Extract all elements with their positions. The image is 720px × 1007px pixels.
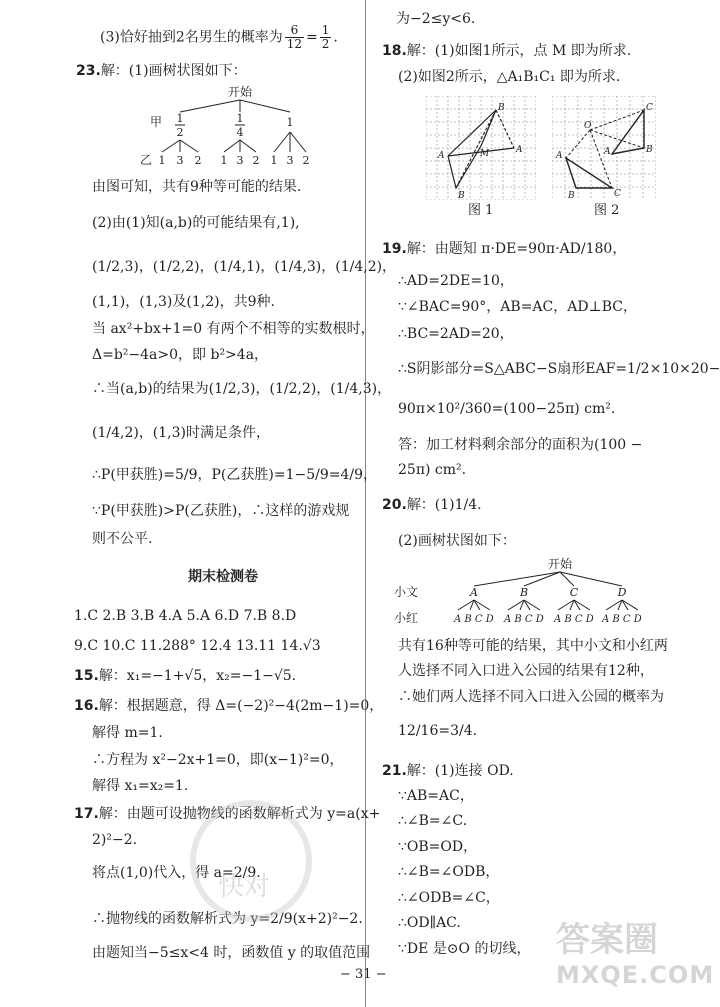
tree-leaves: A B C D — [454, 614, 494, 625]
page-number: − 31 − — [340, 967, 387, 982]
svg-text:O: O — [584, 121, 592, 131]
tree-row-label: 甲 — [150, 115, 163, 129]
tree-node: B — [519, 586, 529, 599]
text-line: ∴P(甲获胜)=5/9，P(乙获胜)=1−5/9=4/9， — [92, 467, 378, 483]
svg-text:A: A — [556, 151, 563, 161]
text-line: ∴AD=2DE=10， — [398, 273, 514, 289]
tree-diagram-2 — [394, 556, 684, 626]
tree-leaves: A B C D — [504, 614, 544, 625]
tree-row-label: 小文 — [394, 585, 419, 599]
tree-diagram-1 — [140, 82, 340, 170]
text-line: 25π) cm². — [398, 462, 467, 478]
text-line: ∴抛物线的函数解析式为 y=2/9(x+2)²−2. — [92, 911, 363, 927]
text-line: ∴S阴影部分=S△ABC−S扇形EAF=1/2×10×20− — [398, 361, 720, 377]
text-line: 解得 m=1. — [92, 725, 163, 741]
answer-line: (3)恰好抽到2名男生的概率为 $\frac{6}{12}$ = $\frac{1}{2}$ . — [100, 23, 338, 51]
question-21: 21.解：(1)连接 OD. — [382, 763, 514, 779]
question-17: 17.解：由题可设抛物线的函数解析式为 y=a(x+ — [74, 806, 381, 822]
tree-node: 1 — [176, 112, 184, 125]
text-line: 将点(1,0)代入，得 a=2/9. — [92, 865, 261, 881]
text-line: 2)²−2. — [92, 832, 138, 848]
tree-row-label: 小红 — [394, 611, 419, 625]
tree-leaf: 1 — [270, 154, 278, 167]
svg-text:B: B — [568, 191, 575, 200]
text-line: ∵OB=OD， — [398, 839, 478, 855]
tree-node: D — [617, 586, 627, 599]
figure-caption: 图 2 — [594, 203, 620, 218]
text-line: ∴她们两人选择不同入口进入公园的概率为 — [398, 689, 664, 705]
svg-text:M: M — [480, 149, 490, 159]
svg-text:C: C — [646, 103, 653, 113]
tree-root: 开始 — [547, 557, 573, 571]
text-line: 12/16=3/4. — [398, 723, 478, 739]
svg-text:B: B — [646, 145, 653, 155]
tree-node: 2 — [176, 126, 184, 139]
tree-leaf: 2 — [252, 154, 260, 167]
question-19: 19.解：由题知 π·DE=90π·AD/180， — [382, 241, 627, 257]
text-line: ∴BC=2AD=20， — [398, 326, 514, 342]
fraction: $\frac{6}{12}$ — [286, 23, 303, 51]
question-23: 23.解：(1)画树状图如下： — [76, 63, 247, 79]
watermark-logo: 快对 — [190, 800, 312, 922]
fraction: $\frac{1}{2}$ — [321, 23, 330, 51]
text-line: ∴当(a,b)的结果为(1/2,3)，(1/2,2)，(1/4,3)， — [92, 381, 392, 397]
answer-row: 1.C 2.B 3.B 4.A 5.A 6.D 7.B 8.D — [74, 608, 297, 624]
figure-1-grid — [426, 96, 536, 200]
text-line: ∴∠B=∠ODB， — [398, 864, 500, 880]
text-line: 则不公平. — [92, 531, 153, 547]
text-line: Δ=b²−4a>0，即 b²>4a， — [92, 347, 269, 363]
tree-leaf: 2 — [194, 154, 202, 167]
figure-2-grid — [552, 96, 656, 200]
figure-caption: 图 1 — [468, 203, 494, 218]
text-line: ∵AB=AC， — [398, 788, 474, 804]
tree-leaves: A B C D — [602, 614, 642, 625]
tree-root: 开始 — [227, 85, 253, 99]
text-line: (1/2,3)，(1/2,2)，(1/4,1)，(1/4,3)，(1/4,2)， — [92, 259, 397, 275]
text-line: 由题知当−5≤x<4 时，函数值 y 的取值范围 — [92, 945, 371, 961]
question-20: 20.解：(1)1/4. — [382, 497, 482, 513]
column-separator — [365, 0, 366, 1007]
text-line: (2)画树状图如下： — [398, 533, 516, 549]
text-line: ∴∠B=∠C. — [398, 813, 468, 829]
text-line: 为−2≤y<6. — [396, 11, 476, 27]
question-15: 15.解：x₁=−1+√5，x₂=−1−√5. — [74, 668, 297, 684]
svg-text:C: C — [614, 189, 621, 199]
text-line: ∵∠BAC=90°，AB=AC，AD⊥BC， — [398, 299, 638, 315]
question-18: 18.解：(1)如图1所示，点 M 即为所求. — [382, 43, 632, 59]
text-line: 由图可知，共有9种等可能的结果. — [92, 179, 302, 195]
text-line: 人选择不同入口进入公园的结果有12种， — [398, 663, 654, 679]
svg-text:A: A — [438, 151, 445, 161]
tree-leaf: 2 — [302, 154, 310, 167]
text-line: (1/4,2)，(1,3)时满足条件， — [92, 425, 271, 441]
tree-leaf: 1 — [220, 154, 228, 167]
answer-row: 9.C 10.C 11.288° 12.4 13.11 14.√3 — [74, 638, 321, 654]
text-line: (2)由(1)知(a,b)的可能结果有,1), — [92, 215, 300, 231]
text-line: (1,1)，(1,3)及(1,2)，共9种. — [92, 294, 275, 310]
text-line: ∴OD∥AC. — [398, 915, 461, 931]
text-line: 解得 x₁=x₂=1. — [92, 778, 189, 794]
tree-node: 1 — [236, 112, 244, 125]
text-line: ∴∠ODB=∠C， — [398, 890, 500, 906]
tree-node: 4 — [236, 126, 244, 139]
watermark-site-logo: 答案圈 MXQE.COM — [556, 920, 715, 989]
text-line: 当 ax²+bx+1=0 有两个不相等的实数根时， — [92, 321, 375, 337]
svg-text:A: A — [516, 145, 523, 155]
tree-row-label: 乙 — [140, 153, 153, 167]
text-line: ∴方程为 x²−2x+1=0，即(x−1)²=0， — [92, 752, 344, 768]
tree-leaves: A B C D — [554, 614, 594, 625]
tree-leaf: 3 — [286, 154, 294, 167]
text-line: 共有16种等可能的结果，其中小文和小红两 — [398, 638, 668, 654]
text-line: ∵DE 是⊙O 的切线， — [398, 941, 531, 957]
svg-text:B: B — [498, 103, 505, 113]
text-line: 90π×10²/360=(100−25π) cm². — [398, 401, 616, 417]
svg-text:B: B — [458, 191, 465, 200]
tree-leaf: 3 — [176, 154, 184, 167]
tree-node: 1 — [286, 116, 294, 129]
tree-node: A — [470, 586, 478, 599]
tree-node: C — [569, 586, 579, 599]
svg-text:A: A — [604, 147, 611, 157]
tree-leaf: 3 — [236, 154, 244, 167]
text-line: 答：加工材料剩余部分的面积为(100 − — [398, 437, 643, 453]
section-title: 期末检测卷 — [188, 569, 258, 585]
question-16: 16.解：根据题意，得 Δ=(−2)²−4(2m−1)=0， — [74, 698, 384, 714]
text-line: (2)如图2所示，△A₁B₁C₁ 即为所求. — [398, 69, 621, 85]
text-line: ∵P(甲获胜)>P(乙获胜)，∴这样的游戏规 — [92, 503, 350, 519]
tree-leaf: 1 — [158, 154, 166, 167]
